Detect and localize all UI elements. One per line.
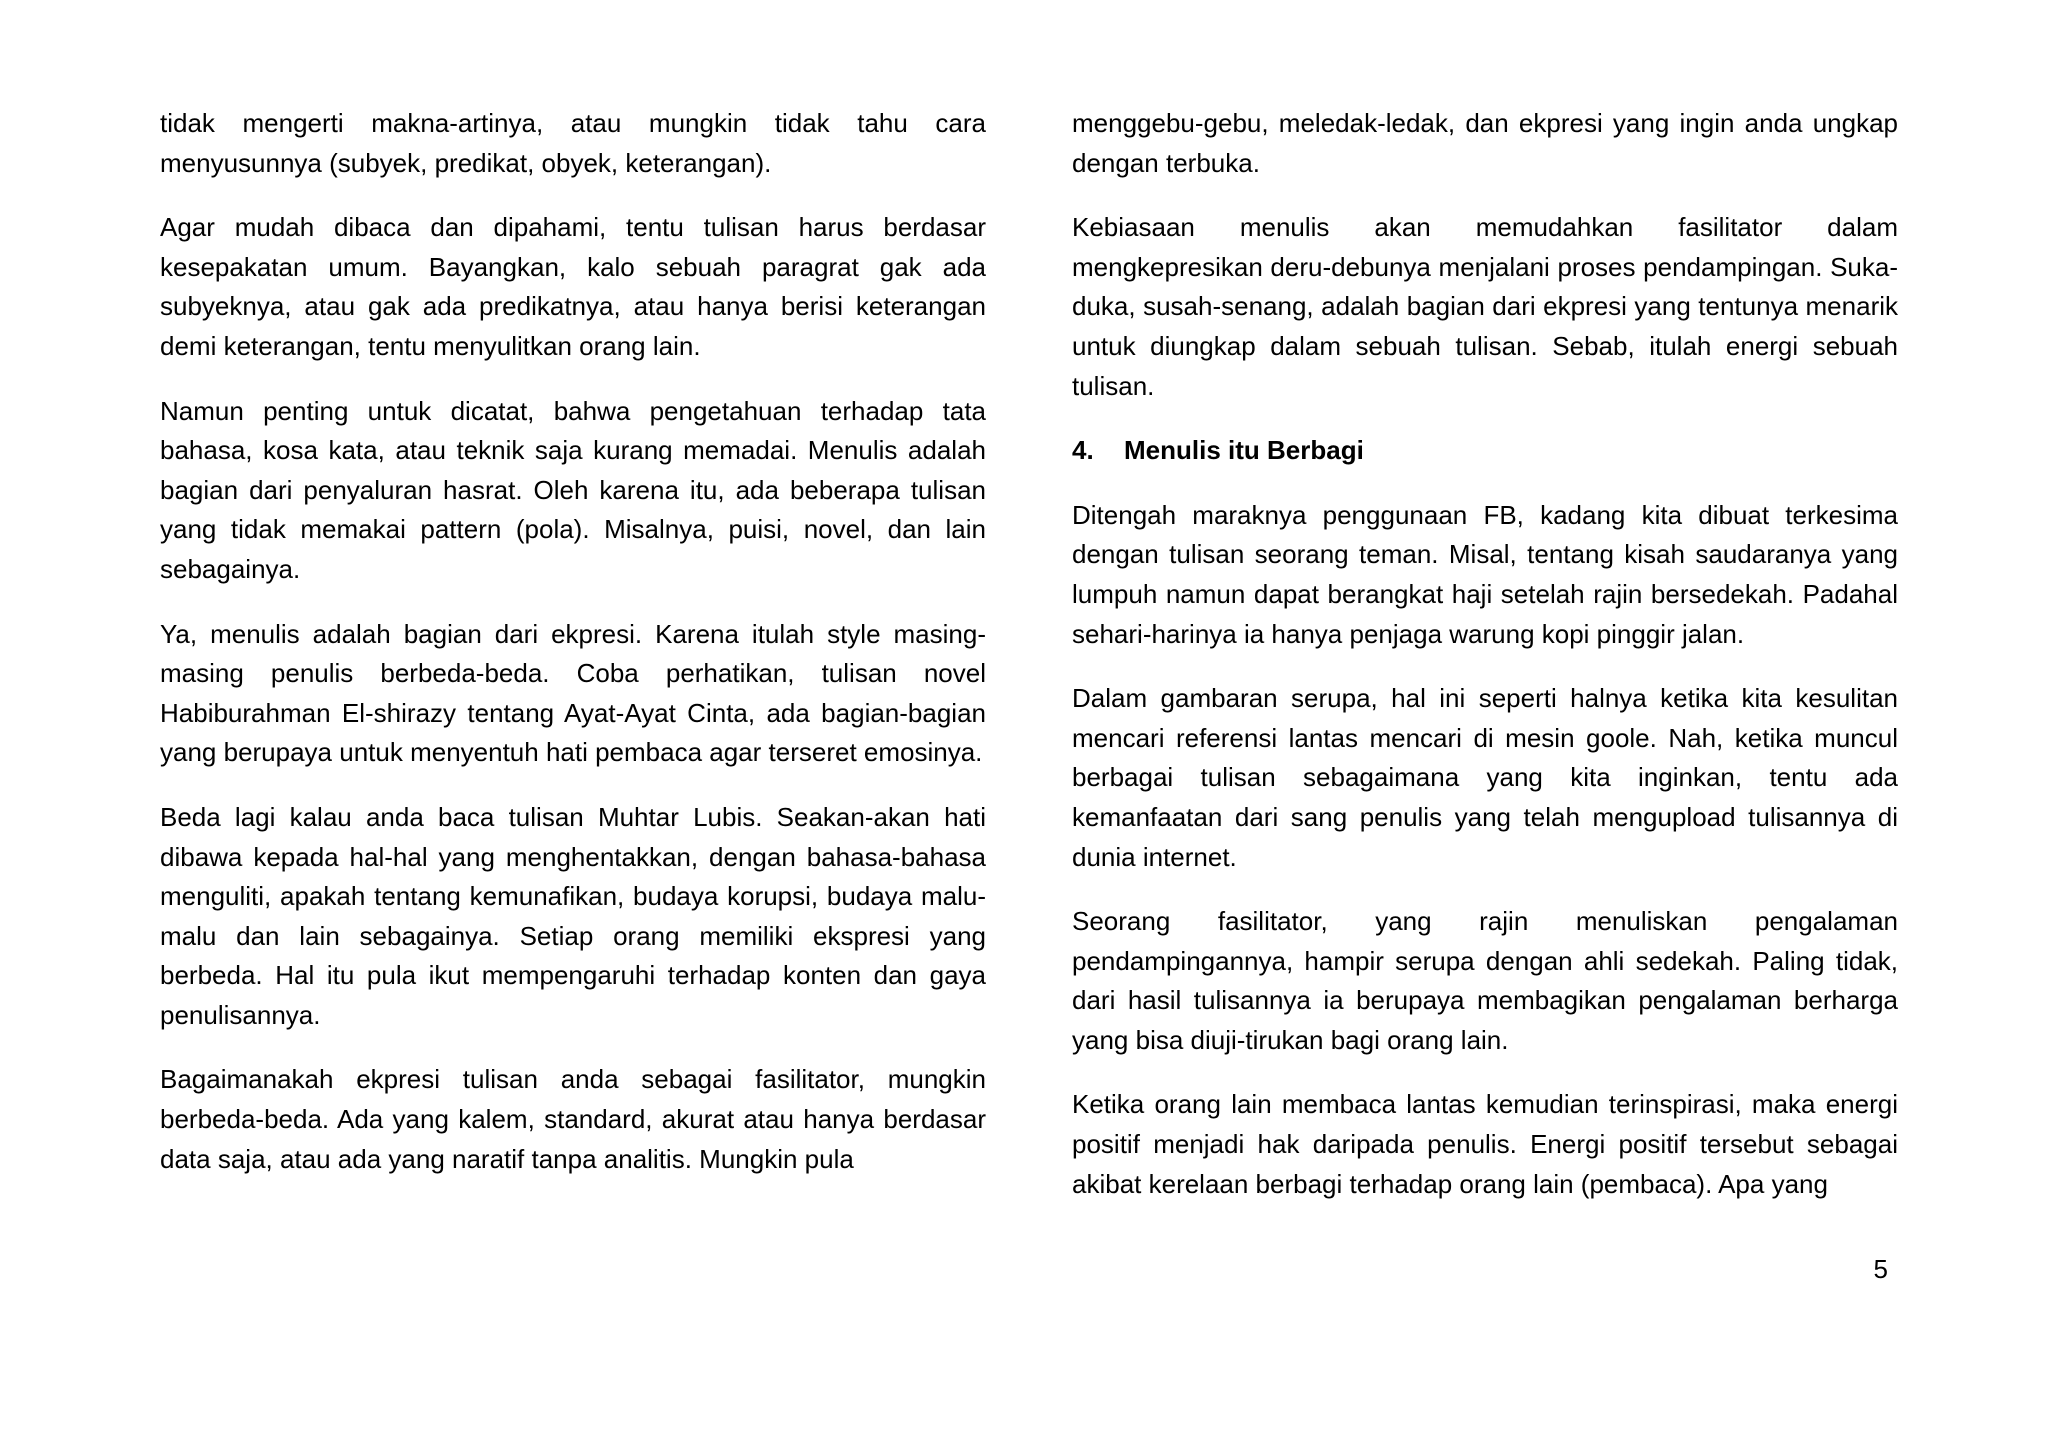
paragraph: Ketika orang lain membaca lantas kemudian terinspirasi, maka energi positif menjadi hak daripada penulis. Energi positif tersebut sebagai akibat kerelaan berbagi terhadap orang lain (pembaca). Apa yang bbox=[1072, 1089, 1898, 1199]
paragraph: Ditengah maraknya penggunaan FB, kadang kita dibuat terkesima dengan tulisan seorang teman. Misal, tentang kisah saudaranya yang lumpuh namun dapat berangkat haji setelah rajin bersedekah. Padahal sehari-harinya ia hanya penjaga warung kopi pinggir jalan. bbox=[1072, 499, 1898, 649]
paragraph: Bagaimanakah ekpresi tulisan anda sebagai fasilitator, mungkin berbeda-beda. Ada yang kalem, standard, akurat atau hanya berdasar data saja, atau ada yang naratif tanpa analitis. Mungkin pula bbox=[160, 1064, 986, 1174]
section-number: 4. bbox=[1072, 435, 1094, 466]
page-number: 5 bbox=[1873, 1254, 1888, 1284]
paragraph: Agar mudah dibaca dan dipahami, tentu tulisan harus berdasar kesepakatan umum. Bayangkan, kalo sebuah paragrat gak ada subyeknya, atau gak ada predikatnya, atau hanya berisi keterangan demi keterangan, tentu menyulitkan orang lain. bbox=[160, 212, 986, 361]
paragraph: Namun penting untuk dicatat, bahwa pengetahuan terhadap tata bahasa, kosa kata, atau teknik saja kurang memadai. Menulis adalah bagian dari penyaluran hasrat. Oleh karena itu, ada beberapa tulisan yang tidak memakai pattern (pola). Misalnya, puisi, novel, dan lain sebagainya. bbox=[160, 395, 986, 584]
section-title: Menulis itu Berbagi bbox=[1124, 435, 1364, 466]
paragraph: Beda lagi kalau anda baca tulisan Muhtar Lubis. Seakan-akan hati dibawa kepada hal-hal yang menghentakkan, dengan bahasa-bahasa menguliti, apakah tentang kemunafikan, budaya korupsi, budaya malu-malu dan lain sebagainya. Setiap orang memiliki ekspresi yang berbeda. Hal itu pula ikut mempengaruhi terhadap konten dan gaya penulisannya. bbox=[160, 801, 986, 1030]
paragraph: menggebu-gebu, meledak-ledak, dan ekpresi yang ingin anda ungkap dengan terbuka. bbox=[1072, 108, 1898, 178]
left-column bbox=[160, 104, 986, 1204]
section-heading bbox=[1072, 431, 1898, 471]
paragraph: Dalam gambaran serupa, hal ini seperti halnya ketika kita kesulitan mencari referensi lantas mencari di mesin goole. Nah, ketika muncul berbagai tulisan sebagaimana yang kita inginkan, tentu ada kemanfaatan dari sang penulis yang telah mengupload tulisannya di dunia internet. bbox=[1072, 683, 1898, 872]
paragraph: Seorang fasilitator, yang rajin menuliskan pengalaman pendampingannya, hampir serupa dengan ahli sedekah. Paling tidak, dari hasil tulisannya ia berupaya membagikan pengalaman berharga yang bisa diuji-tirukan bagi orang lain. bbox=[1072, 906, 1898, 1055]
paragraph: tidak mengerti makna-artinya, atau mungkin tidak tahu cara menyusunnya (subyek, predikat, obyek, keterangan). bbox=[160, 108, 986, 178]
right-column bbox=[1072, 104, 1898, 1229]
paragraph: Ya, menulis adalah bagian dari ekpresi. Karena itulah style masing-masing penulis berbeda-beda. Coba perhatikan, tulisan novel Habiburahman El-shirazy tentang Ayat-Ayat Cinta, ada bagian-bagian yang berupaya untuk menyentuh hati pembaca agar terseret emosinya. bbox=[160, 618, 986, 768]
paragraph: Kebiasaan menulis akan memudahkan fasilitator dalam mengkepresikan deru-debunya menjalani proses pendampingan. Suka-duka, susah-senang, adalah bagian dari ekpresi yang tentunya menarik untuk diungkap dalam sebuah tulisan. Sebab, itulah energi sebuah tulisan. bbox=[1072, 212, 1898, 401]
